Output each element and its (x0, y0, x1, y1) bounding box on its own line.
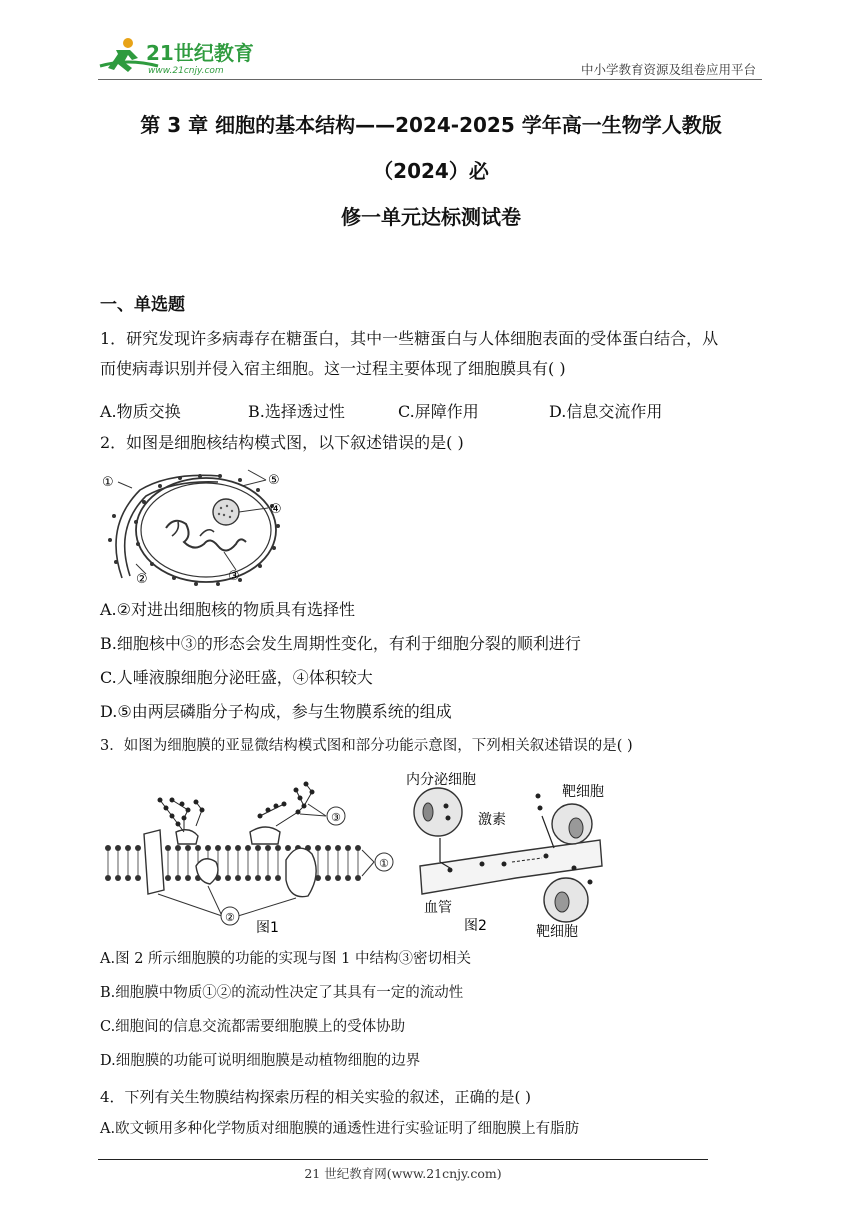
nucleus-structure-figure (100, 466, 300, 590)
fig2-label-1: ① (102, 475, 114, 490)
fig1-caption: 图1 (256, 920, 279, 936)
question-1 (100, 324, 764, 384)
fig2-label-4: ④ (270, 502, 282, 517)
logo-url: www.21cnjy.com (148, 66, 224, 76)
fig2-caption: 图2 (464, 918, 487, 934)
q2-option-a[interactable]: A.②对进出细胞核的物质具有选择性 (100, 600, 355, 619)
q3-option-a[interactable]: A.图 2 所示细胞膜的功能的实现与图 1 中结构③密切相关 (100, 951, 471, 967)
q4-option-a[interactable]: A.欧文顿用多种化学物质对细胞膜的通透性进行实验证明了细胞膜上有脂肪 (100, 1121, 580, 1137)
hormone-signal-figure-2 (404, 766, 624, 938)
site-logo[interactable] (98, 36, 268, 78)
q1-option-b[interactable]: B.选择透过性 (248, 402, 345, 421)
fig2-target-bottom-label: 靶细胞 (536, 924, 578, 938)
question-1-stem-line-2: 而使病毒识别并侵入宿主细胞。这一过程主要体现了细胞膜具有( ) (100, 359, 566, 378)
q1-option-d[interactable]: D.信息交流作用 (549, 402, 663, 421)
q1-option-c[interactable]: C.屏障作用 (398, 402, 479, 421)
section-title: 一、单选题 (100, 295, 185, 315)
logo-text: 21世纪教育 (146, 41, 254, 65)
fig2-endocrine-label: 内分泌细胞 (406, 772, 476, 788)
logo-runner-icon (98, 36, 268, 78)
question-2-stem: 2．如图是细胞核结构模式图，以下叙述错误的是( ) (100, 433, 464, 452)
q1-option-a[interactable]: A.物质交换 (100, 402, 181, 421)
fig2-hormone-label: 激素 (478, 812, 506, 828)
footer-text[interactable]: 21 世纪教育网(www.21cnjy.com) (304, 1166, 502, 1181)
fig2-label-2: ② (136, 572, 148, 587)
question-4-stem: 4．下列有关生物膜结构探索历程的相关实验的叙述，正确的是( ) (100, 1088, 532, 1106)
membrane-figure-1 (100, 770, 400, 936)
fig2-label-3: ③ (228, 569, 240, 584)
header-platform-text: 中小学教育资源及组卷应用平台 (580, 62, 756, 77)
q2-option-b[interactable]: B.细胞核中③的形态会发生周期性变化，有利于细胞分裂的顺利进行 (100, 634, 581, 653)
q3-option-c[interactable]: C.细胞间的信息交流都需要细胞膜上的受体协助 (100, 1019, 406, 1035)
q2-option-c[interactable]: C.人唾液腺细胞分泌旺盛，④体积较大 (100, 668, 373, 687)
q3-option-b[interactable]: B.细胞膜中物质①②的流动性决定了其具有一定的流动性 (100, 985, 464, 1001)
title-line-1: 第 3 章 细胞的基本结构——2024-2025 学年高一生物学人教版（2024）必 (140, 113, 722, 183)
question-3-stem: 3．如图为细胞膜的亚显微结构模式图和部分功能示意图，下列相关叙述错误的是( ) (100, 738, 633, 754)
fig2-target-top-label: 靶细胞 (562, 784, 604, 800)
header-divider (98, 79, 762, 80)
q2-option-d[interactable]: D.⑤由两层磷脂分子构成，参与生物膜系统的组成 (100, 702, 452, 721)
fig1-label-1: ① (379, 857, 389, 870)
q3-option-d[interactable]: D.细胞膜的功能可说明细胞膜是动植物细胞的边界 (100, 1053, 421, 1069)
fig2-label-5: ⑤ (268, 473, 280, 488)
fig1-label-2: ② (225, 911, 235, 924)
title-line-2: 修一单元达标测试卷 (341, 205, 521, 229)
page-title (100, 102, 762, 240)
fig1-label-3: ③ (331, 811, 341, 824)
question-1-stem-line-1: 1．研究发现许多病毒存在糖蛋白，其中一些糖蛋白与人体细胞表面的受体蛋白结合，从 (100, 329, 719, 348)
footer-divider (98, 1159, 708, 1160)
fig2-vessel-label: 血管 (424, 900, 452, 916)
